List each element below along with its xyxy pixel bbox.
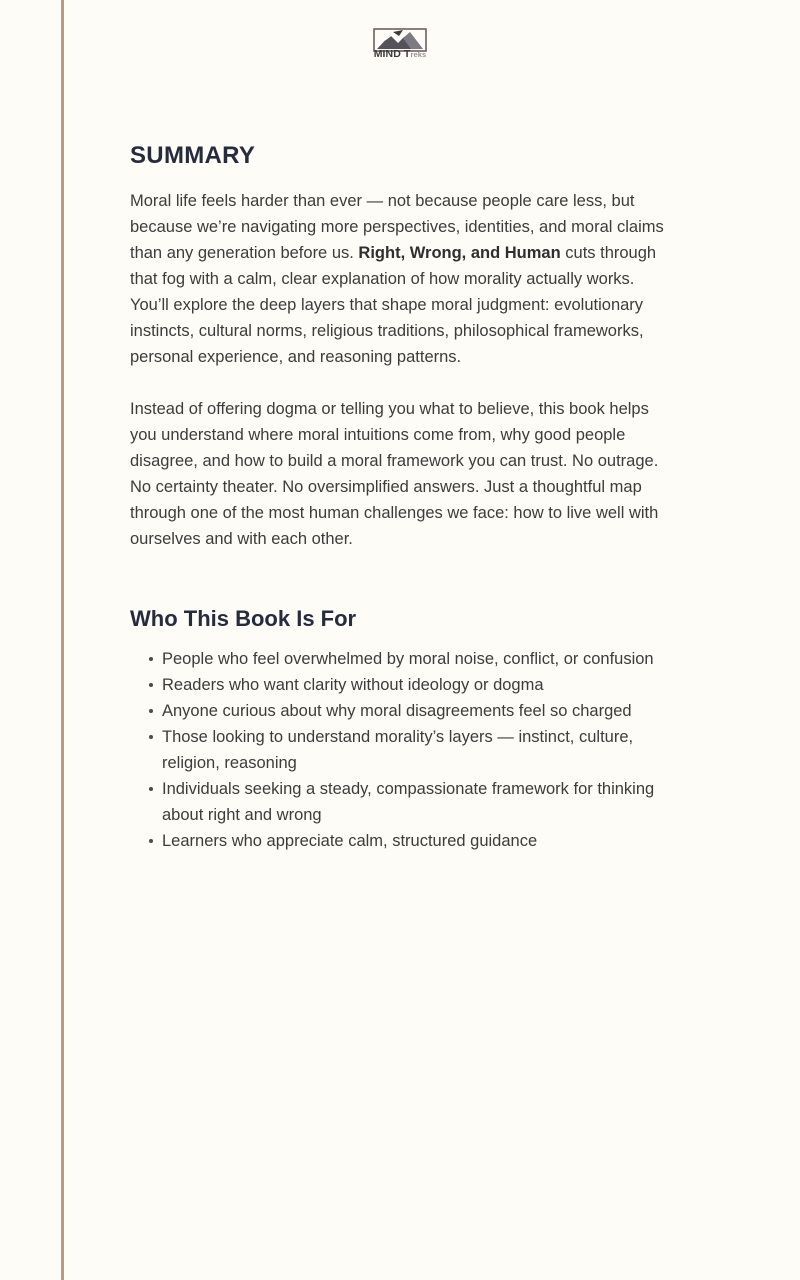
book-title-emphasis: Right, Wrong, and Human [358,244,561,262]
left-gutter-rule [61,0,64,1280]
summary-paragraph-1-part-2: cuts through that fog with a calm, clear explanation of how morality actually works. [130,244,657,288]
summary-paragraph-1-part-1: Moral life feels harder than ever — not because people care less, but because we’re navigating more perspectives, identities, and moral claims than any generation before us. [130,192,664,262]
list-item: Anyone curious about why moral disagreements feel so charged [162,698,670,724]
paragraph-spacer [130,370,670,396]
list-item: People who feel overwhelmed by moral noise, conflict, or confusion [162,646,670,672]
section-spacer [130,552,670,606]
audience-list [130,646,670,854]
list-item: Readers who want clarity without ideology or dogma [162,672,670,698]
brand-wordmark [374,48,427,60]
summary-paragraph-1 [130,188,670,292]
brand-name-secondary: reks [410,50,427,59]
content-column [130,142,670,854]
summary-heading: SUMMARY [130,142,256,169]
brand-logo [0,28,800,60]
audience-heading: Who This Book Is For [130,606,357,631]
brand-name-primary: MIND T [373,48,411,60]
list-item: Individuals seeking a steady, compassionate framework for thinking about right and wrong [162,776,670,828]
list-item: Those looking to understand morality’s layers — instinct, culture, religion, reasoning [162,724,670,776]
list-item: Learners who appreciate calm, structured guidance [162,828,670,854]
summary-paragraph-3: Instead of offering dogma or telling you what to believe, this book helps you understand where moral intuitions come from, why good people disagree, and how to build a moral framework you can trust. No outrage. No certainty theater. No oversimplified answers. Just a thoughtful map through one of the most human challenges we face: how to live well with ourselves and with each other. [130,400,659,548]
summary-paragraph-2: You’ll explore the deep layers that shape moral judgment: evolutionary instincts, cultural norms, religious traditions, philosophical frameworks, personal experience, and reasoning patterns. [130,296,644,366]
